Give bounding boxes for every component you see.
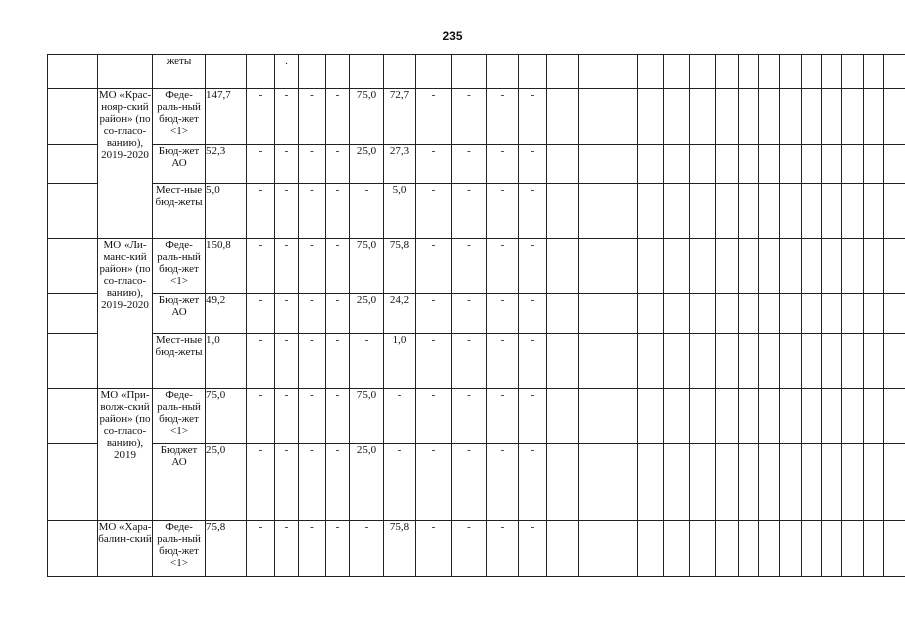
empty-cell [739, 333, 759, 388]
empty-cell [802, 520, 822, 576]
value-cell: - [452, 388, 487, 443]
value-cell [350, 55, 384, 89]
value-cell: - [519, 239, 547, 294]
empty-cell [739, 294, 759, 334]
organization-cell [98, 55, 153, 89]
empty-cell [884, 88, 905, 144]
organization-cell: МО «Хара-балин-ский [98, 520, 153, 576]
value-cell: 75,0 [350, 88, 384, 144]
empty-cell [884, 184, 905, 239]
empty-cell [716, 88, 739, 144]
empty-cell [759, 184, 780, 239]
value-cell: - [275, 333, 299, 388]
value-cell: - [487, 144, 519, 184]
value-cell: - [487, 184, 519, 239]
value-cell: - [247, 520, 275, 576]
value-cell: - [326, 520, 350, 576]
empty-cell [690, 388, 716, 443]
empty-cell [802, 388, 822, 443]
empty-cell [864, 520, 884, 576]
empty-cell [579, 388, 638, 443]
empty-cell [759, 144, 780, 184]
empty-cell [864, 144, 884, 184]
empty-cell [739, 520, 759, 576]
empty-cell [842, 144, 864, 184]
empty-cell [579, 184, 638, 239]
funding-source-cell: Мест-ные бюд-жеты [153, 184, 206, 239]
empty-cell [884, 239, 905, 294]
value-cell: - [416, 144, 452, 184]
margin-cell [48, 144, 98, 184]
value-cell: - [326, 184, 350, 239]
value-cell: - [487, 239, 519, 294]
margin-cell [48, 294, 98, 334]
empty-cell [759, 333, 780, 388]
value-cell: 72,7 [384, 88, 416, 144]
empty-cell [579, 88, 638, 144]
value-cell: - [275, 294, 299, 334]
empty-cell [822, 520, 842, 576]
empty-cell [664, 184, 690, 239]
funding-source-cell: Феде-раль-ный бюд-жет <1> [153, 239, 206, 294]
value-cell: - [487, 88, 519, 144]
empty-cell [884, 388, 905, 443]
empty-cell [716, 144, 739, 184]
empty-cell [638, 239, 664, 294]
value-cell: 147,7 [206, 88, 247, 144]
value-cell: - [487, 520, 519, 576]
value-cell: - [487, 443, 519, 520]
empty-cell [690, 443, 716, 520]
empty-cell [842, 294, 864, 334]
value-cell: - [299, 443, 326, 520]
value-cell: 49,2 [206, 294, 247, 334]
empty-cell [690, 55, 716, 89]
value-cell: - [275, 443, 299, 520]
empty-cell [780, 144, 802, 184]
empty-cell [716, 184, 739, 239]
empty-cell [664, 294, 690, 334]
value-cell [547, 443, 579, 520]
value-cell: - [275, 388, 299, 443]
value-cell: - [299, 388, 326, 443]
margin-cell [48, 388, 98, 443]
empty-cell [802, 184, 822, 239]
empty-cell [690, 333, 716, 388]
value-cell: - [452, 443, 487, 520]
value-cell: 25,0 [350, 144, 384, 184]
value-cell: 1,0 [384, 333, 416, 388]
value-cell: - [275, 184, 299, 239]
value-cell: - [275, 520, 299, 576]
value-cell: - [487, 388, 519, 443]
empty-cell [864, 239, 884, 294]
value-cell: 75,0 [206, 388, 247, 443]
value-cell: - [247, 239, 275, 294]
value-cell: 75,8 [206, 520, 247, 576]
value-cell [206, 55, 247, 89]
value-cell: - [247, 88, 275, 144]
empty-cell [638, 388, 664, 443]
empty-cell [802, 294, 822, 334]
value-cell: - [247, 184, 275, 239]
empty-cell [842, 55, 864, 89]
value-cell [547, 144, 579, 184]
empty-cell [802, 443, 822, 520]
value-cell: - [487, 294, 519, 334]
funding-source-cell: Бюджет АО [153, 443, 206, 520]
empty-cell [884, 144, 905, 184]
value-cell: 25,0 [350, 443, 384, 520]
empty-cell [802, 55, 822, 89]
table-row [48, 294, 905, 334]
value-cell: - [326, 88, 350, 144]
margin-cell [48, 239, 98, 294]
value-cell: 52,3 [206, 144, 247, 184]
empty-cell [638, 88, 664, 144]
table-row [48, 443, 905, 520]
value-cell: - [247, 388, 275, 443]
empty-cell [579, 294, 638, 334]
funding-source-cell: Мест-ные бюд-жеты [153, 333, 206, 388]
value-cell: - [416, 184, 452, 239]
value-cell [384, 55, 416, 89]
empty-cell [822, 144, 842, 184]
empty-cell [759, 520, 780, 576]
empty-cell [638, 333, 664, 388]
value-cell: - [247, 144, 275, 184]
funding-source-cell: жеты [153, 55, 206, 89]
value-cell: - [299, 520, 326, 576]
value-cell: - [416, 239, 452, 294]
empty-cell [884, 294, 905, 334]
value-cell [299, 55, 326, 89]
value-cell: 75,8 [384, 520, 416, 576]
value-cell: - [326, 144, 350, 184]
value-cell: - [519, 294, 547, 334]
value-cell: - [299, 144, 326, 184]
empty-cell [739, 144, 759, 184]
empty-cell [780, 294, 802, 334]
value-cell: - [416, 88, 452, 144]
empty-cell [739, 184, 759, 239]
empty-cell [842, 443, 864, 520]
value-cell: - [326, 294, 350, 334]
margin-cell [48, 520, 98, 576]
empty-cell [822, 443, 842, 520]
empty-cell [759, 55, 780, 89]
value-cell: - [326, 333, 350, 388]
empty-cell [864, 333, 884, 388]
empty-cell [842, 88, 864, 144]
value-cell: - [452, 184, 487, 239]
empty-cell [638, 55, 664, 89]
value-cell [247, 55, 275, 89]
value-cell: - [519, 88, 547, 144]
empty-cell [579, 333, 638, 388]
empty-cell [822, 294, 842, 334]
funding-source-cell: Феде-раль-ный бюд-жет <1> [153, 520, 206, 576]
value-cell [547, 184, 579, 239]
empty-cell [822, 88, 842, 144]
value-cell: . [275, 55, 299, 89]
value-cell [547, 333, 579, 388]
empty-cell [664, 144, 690, 184]
funding-source-cell: Феде-раль-ный бюд-жет <1> [153, 388, 206, 443]
budget-table [47, 54, 905, 577]
empty-cell [579, 239, 638, 294]
table-body [48, 55, 905, 577]
empty-cell [802, 88, 822, 144]
value-cell [547, 55, 579, 89]
value-cell: - [519, 443, 547, 520]
empty-cell [864, 388, 884, 443]
table-row [48, 333, 905, 388]
value-cell: - [384, 388, 416, 443]
empty-cell [802, 333, 822, 388]
value-cell [547, 239, 579, 294]
empty-cell [739, 443, 759, 520]
value-cell [547, 88, 579, 144]
value-cell: 25,0 [350, 294, 384, 334]
empty-cell [780, 184, 802, 239]
empty-cell [759, 294, 780, 334]
empty-cell [716, 239, 739, 294]
empty-cell [842, 184, 864, 239]
value-cell: 25,0 [206, 443, 247, 520]
empty-cell [842, 333, 864, 388]
empty-cell [864, 184, 884, 239]
value-cell: - [299, 184, 326, 239]
value-cell: - [350, 520, 384, 576]
empty-cell [638, 294, 664, 334]
value-cell: - [299, 294, 326, 334]
margin-cell [48, 333, 98, 388]
empty-cell [864, 294, 884, 334]
empty-cell [716, 294, 739, 334]
table-row [48, 239, 905, 294]
empty-cell [759, 88, 780, 144]
empty-cell [780, 443, 802, 520]
empty-cell [759, 239, 780, 294]
value-cell: - [416, 388, 452, 443]
value-cell: - [350, 333, 384, 388]
empty-cell [822, 333, 842, 388]
empty-cell [884, 520, 905, 576]
empty-cell [579, 443, 638, 520]
value-cell: - [416, 443, 452, 520]
table-row [48, 184, 905, 239]
value-cell: - [299, 88, 326, 144]
empty-cell [716, 443, 739, 520]
value-cell: - [487, 333, 519, 388]
empty-cell [759, 388, 780, 443]
value-cell: 75,0 [350, 239, 384, 294]
value-cell: - [452, 88, 487, 144]
empty-cell [664, 520, 690, 576]
empty-cell [716, 520, 739, 576]
funding-source-cell: Феде-раль-ный бюд-жет <1> [153, 88, 206, 144]
empty-cell [664, 88, 690, 144]
value-cell [452, 55, 487, 89]
value-cell: - [275, 239, 299, 294]
table-row [48, 55, 905, 89]
empty-cell [638, 144, 664, 184]
organization-cell: МО «При-волж-ский район» (по со-гласо-ванию), 2019 [98, 388, 153, 520]
empty-cell [739, 55, 759, 89]
empty-cell [664, 55, 690, 89]
value-cell: - [519, 520, 547, 576]
empty-cell [638, 184, 664, 239]
empty-cell [822, 55, 842, 89]
margin-cell [48, 184, 98, 239]
value-cell: - [326, 239, 350, 294]
organization-cell: МО «Крас-нояр-ский район» (по со-гласо-ванию), 2019-2020 [98, 88, 153, 239]
empty-cell [802, 144, 822, 184]
value-cell: 24,2 [384, 294, 416, 334]
empty-cell [864, 55, 884, 89]
empty-cell [690, 144, 716, 184]
value-cell: 5,0 [384, 184, 416, 239]
value-cell: - [452, 144, 487, 184]
value-cell: - [519, 333, 547, 388]
empty-cell [780, 333, 802, 388]
funding-source-cell: Бюд-жет АО [153, 294, 206, 334]
empty-cell [690, 184, 716, 239]
value-cell: - [384, 443, 416, 520]
value-cell [519, 55, 547, 89]
value-cell [547, 388, 579, 443]
value-cell: - [452, 520, 487, 576]
value-cell: - [452, 239, 487, 294]
empty-cell [864, 88, 884, 144]
table-row [48, 88, 905, 144]
empty-cell [780, 88, 802, 144]
value-cell: - [326, 443, 350, 520]
value-cell [326, 55, 350, 89]
empty-cell [716, 333, 739, 388]
value-cell: 27,3 [384, 144, 416, 184]
empty-cell [759, 443, 780, 520]
value-cell: - [299, 239, 326, 294]
table-row [48, 520, 905, 576]
margin-cell [48, 443, 98, 520]
value-cell: 75,0 [350, 388, 384, 443]
empty-cell [579, 144, 638, 184]
empty-cell [664, 388, 690, 443]
empty-cell [842, 239, 864, 294]
value-cell: 1,0 [206, 333, 247, 388]
value-cell: - [247, 443, 275, 520]
empty-cell [716, 55, 739, 89]
empty-cell [716, 388, 739, 443]
empty-cell [842, 520, 864, 576]
value-cell: - [326, 388, 350, 443]
empty-cell [664, 333, 690, 388]
empty-cell [884, 55, 905, 89]
empty-cell [884, 443, 905, 520]
table-row [48, 388, 905, 443]
value-cell: 75,8 [384, 239, 416, 294]
organization-cell: МО «Ли-манс-кий район» (по со-гласо-ванию), 2019-2020 [98, 239, 153, 389]
empty-cell [822, 239, 842, 294]
value-cell: - [519, 144, 547, 184]
empty-cell [864, 443, 884, 520]
empty-cell [690, 520, 716, 576]
value-cell [547, 294, 579, 334]
empty-cell [739, 388, 759, 443]
value-cell: - [416, 294, 452, 334]
empty-cell [664, 443, 690, 520]
value-cell: - [247, 333, 275, 388]
value-cell: - [452, 294, 487, 334]
value-cell: - [519, 184, 547, 239]
value-cell [487, 55, 519, 89]
page-number: 235 [442, 29, 463, 43]
value-cell: 5,0 [206, 184, 247, 239]
empty-cell [690, 88, 716, 144]
empty-cell [884, 333, 905, 388]
value-cell: - [299, 333, 326, 388]
empty-cell [780, 388, 802, 443]
empty-cell [690, 239, 716, 294]
value-cell: - [275, 88, 299, 144]
empty-cell [638, 443, 664, 520]
empty-cell [780, 239, 802, 294]
empty-cell [579, 55, 638, 89]
empty-cell [690, 294, 716, 334]
value-cell: - [416, 520, 452, 576]
empty-cell [822, 388, 842, 443]
value-cell: - [452, 333, 487, 388]
empty-cell [780, 520, 802, 576]
empty-cell [739, 88, 759, 144]
value-cell: - [519, 388, 547, 443]
empty-cell [664, 239, 690, 294]
empty-cell [739, 239, 759, 294]
value-cell: - [350, 184, 384, 239]
value-cell [416, 55, 452, 89]
empty-cell [780, 55, 802, 89]
value-cell: - [247, 294, 275, 334]
margin-cell [48, 88, 98, 144]
funding-source-cell: Бюд-жет АО [153, 144, 206, 184]
table-row [48, 144, 905, 184]
value-cell: 150,8 [206, 239, 247, 294]
empty-cell [638, 520, 664, 576]
empty-cell [802, 239, 822, 294]
value-cell [547, 520, 579, 576]
value-cell: - [275, 144, 299, 184]
margin-cell [48, 55, 98, 89]
empty-cell [842, 388, 864, 443]
value-cell: - [416, 333, 452, 388]
empty-cell [822, 184, 842, 239]
empty-cell [579, 520, 638, 576]
